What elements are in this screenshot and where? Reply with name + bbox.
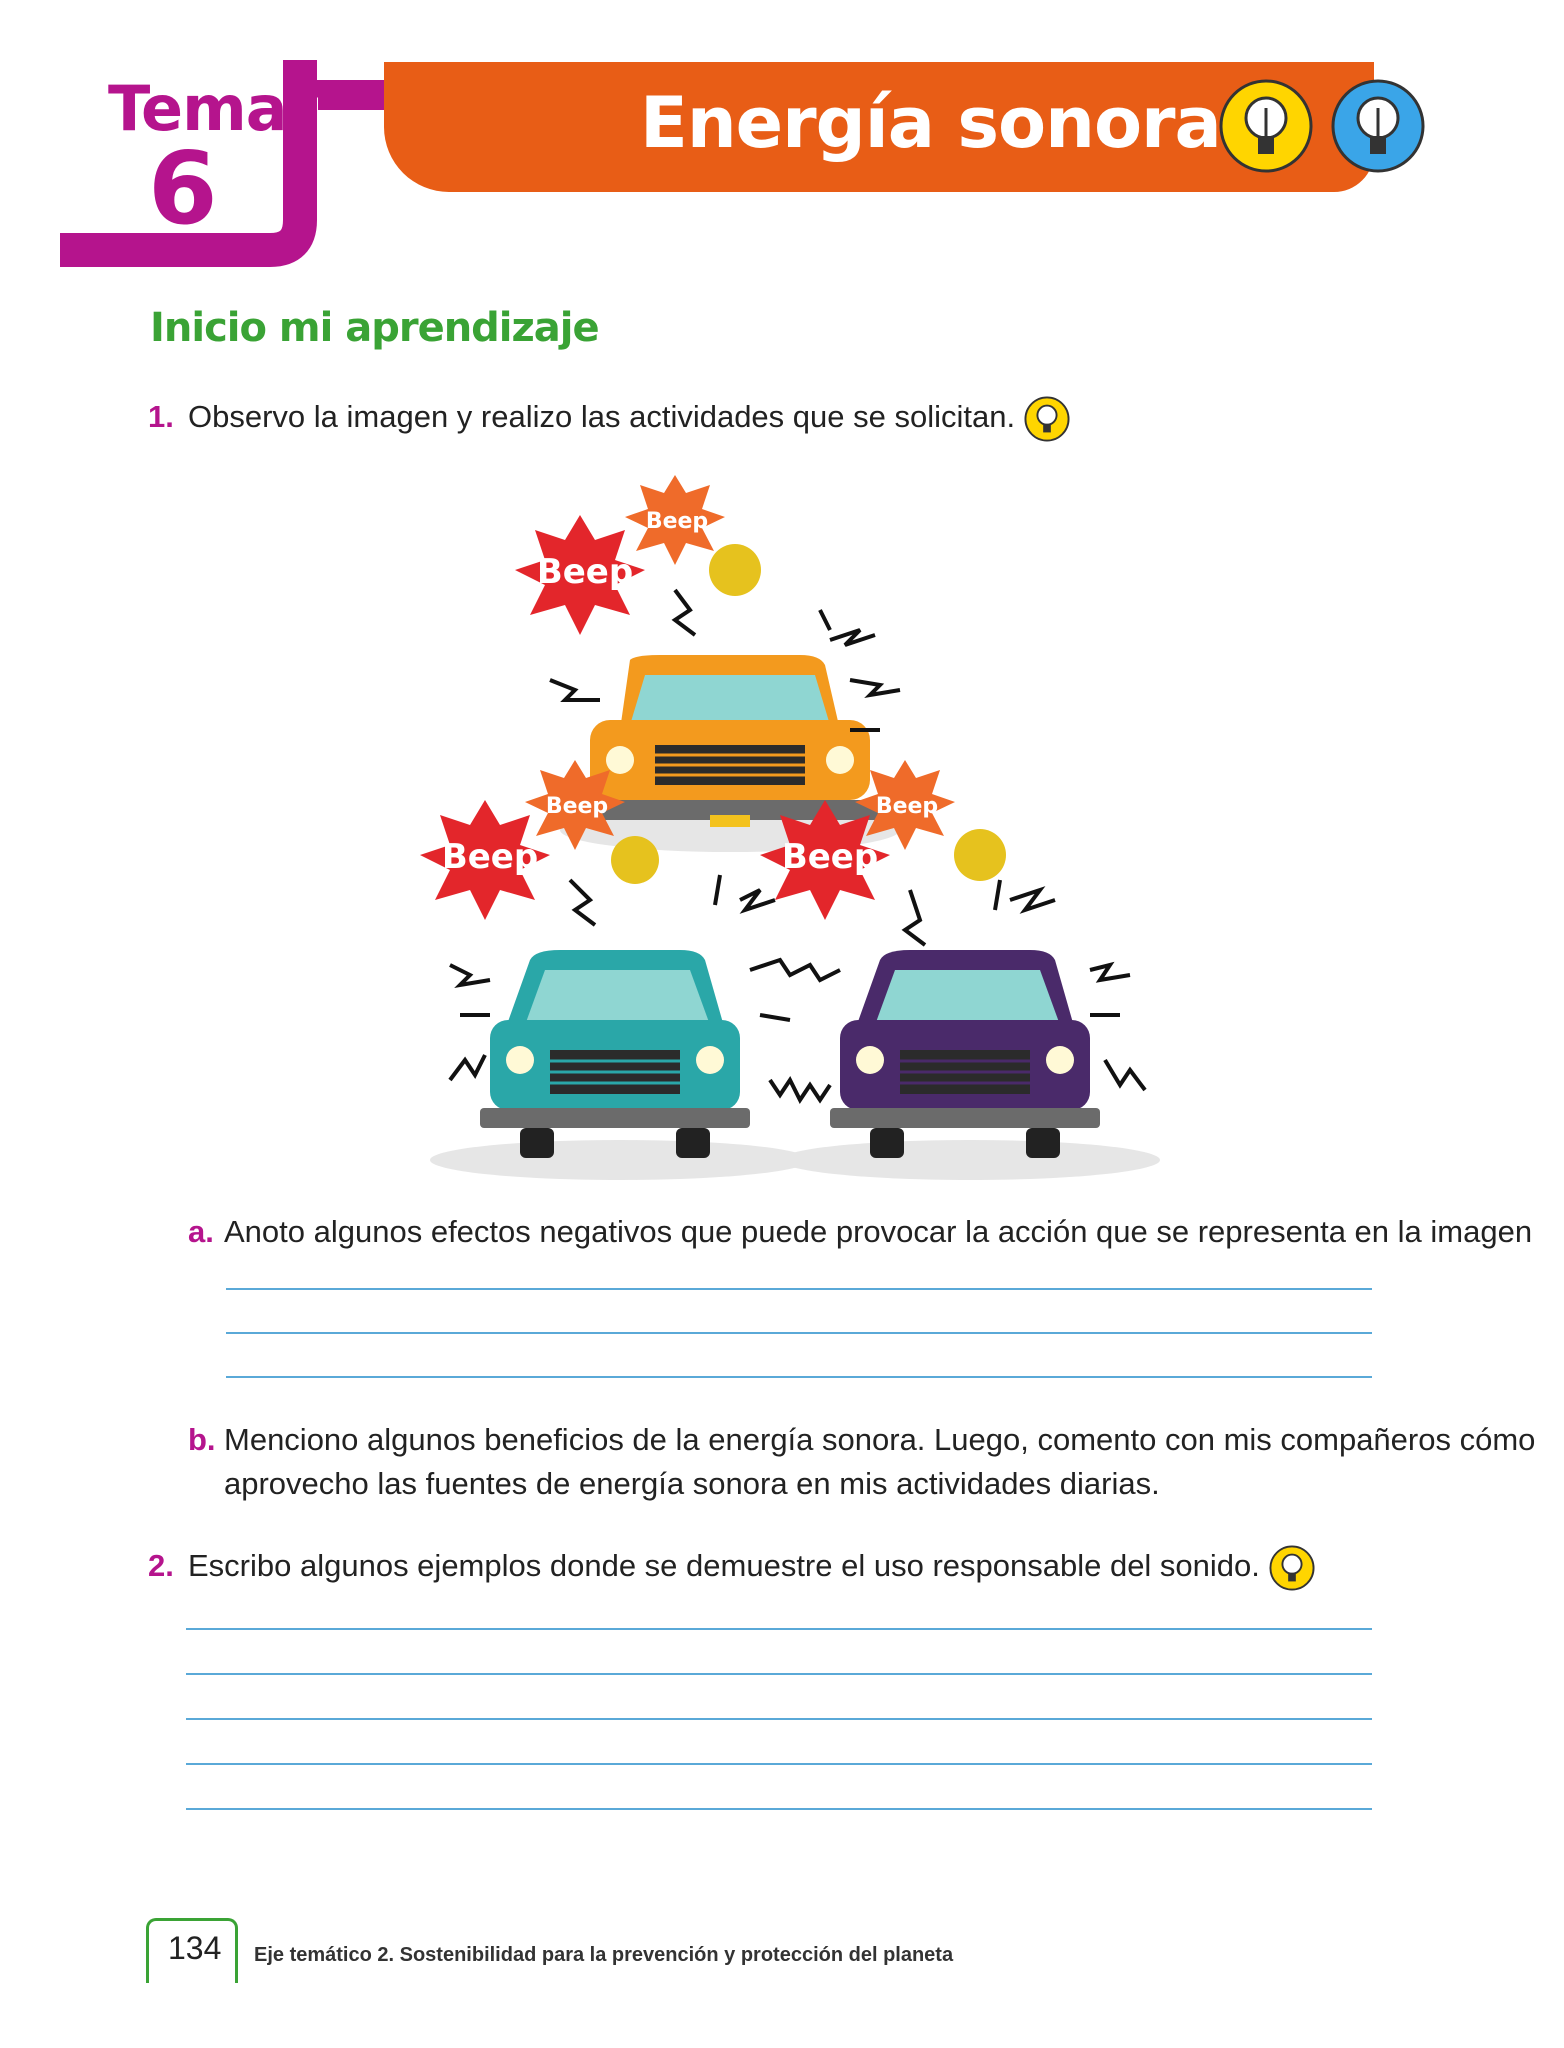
question-letter: b. bbox=[188, 1422, 216, 1457]
question-text: Escribo algunos ejemplos donde se demuestre el uso responsable del sonido. bbox=[188, 1548, 1260, 1584]
beep-text: Beep bbox=[536, 552, 634, 592]
lightbulb-blue-icon bbox=[1330, 78, 1426, 174]
beep-text: Beep bbox=[645, 509, 709, 534]
question-b bbox=[188, 1422, 1535, 1458]
question-number: 2. bbox=[148, 1548, 174, 1584]
car-shadow bbox=[780, 1140, 1160, 1180]
beep-text: Beep bbox=[875, 794, 939, 819]
purple-car bbox=[830, 950, 1100, 1158]
honking-cars-illustration bbox=[390, 460, 1180, 1180]
lightbulb-yellow-icon bbox=[1218, 78, 1314, 174]
tema-number: 6 bbox=[148, 130, 218, 247]
beep-text: Beep bbox=[545, 794, 609, 819]
footer-text: Eje temático 2. Sostenibilidad para la prevención y protección del planeta bbox=[254, 1944, 954, 1966]
answer-line[interactable] bbox=[186, 1718, 1372, 1720]
teal-car bbox=[480, 950, 750, 1158]
question-text: Observo la imagen y realizo las actividades que se solicitan. bbox=[188, 399, 1016, 435]
question-number: 1. bbox=[148, 399, 174, 435]
orange-car bbox=[580, 655, 880, 827]
beep-text: Beep bbox=[781, 837, 879, 877]
answer-line[interactable] bbox=[186, 1763, 1372, 1765]
question-text: Anoto algunos efectos negativos que puede provocar la acción que se representa en la imagen bbox=[224, 1214, 1533, 1249]
question-a bbox=[188, 1214, 1532, 1250]
answer-line[interactable] bbox=[226, 1288, 1372, 1290]
section-heading: Inicio mi aprendizaje bbox=[150, 305, 599, 351]
beep-text: Beep bbox=[441, 837, 539, 877]
lightbulb-yellow-icon bbox=[1024, 396, 1070, 442]
beep-burst bbox=[515, 515, 645, 635]
answer-line[interactable] bbox=[186, 1673, 1372, 1675]
answer-line[interactable] bbox=[226, 1332, 1372, 1334]
page-title: Energía sonora bbox=[640, 82, 1221, 164]
question-2 bbox=[148, 1545, 1315, 1591]
answer-line[interactable] bbox=[226, 1376, 1372, 1378]
car-shadow bbox=[430, 1140, 810, 1180]
beep-burst bbox=[709, 544, 761, 596]
beep-burst bbox=[420, 800, 550, 920]
question-1 bbox=[148, 396, 1070, 442]
answer-line[interactable] bbox=[186, 1628, 1372, 1630]
question-text: Menciono algunos beneficios de la energía sonora. Luego, comento con mis compañeros cómo bbox=[224, 1422, 1536, 1457]
question-b-continued: aprovecho las fuentes de energía sonora en mis actividades diarias. bbox=[224, 1466, 1160, 1501]
lightbulb-yellow-icon bbox=[1269, 1545, 1315, 1591]
beep-burst bbox=[625, 475, 725, 565]
tema-label: Tema bbox=[108, 72, 287, 145]
answer-line[interactable] bbox=[186, 1808, 1372, 1810]
question-letter: a. bbox=[188, 1214, 214, 1249]
page-number: 134 bbox=[168, 1930, 222, 1966]
